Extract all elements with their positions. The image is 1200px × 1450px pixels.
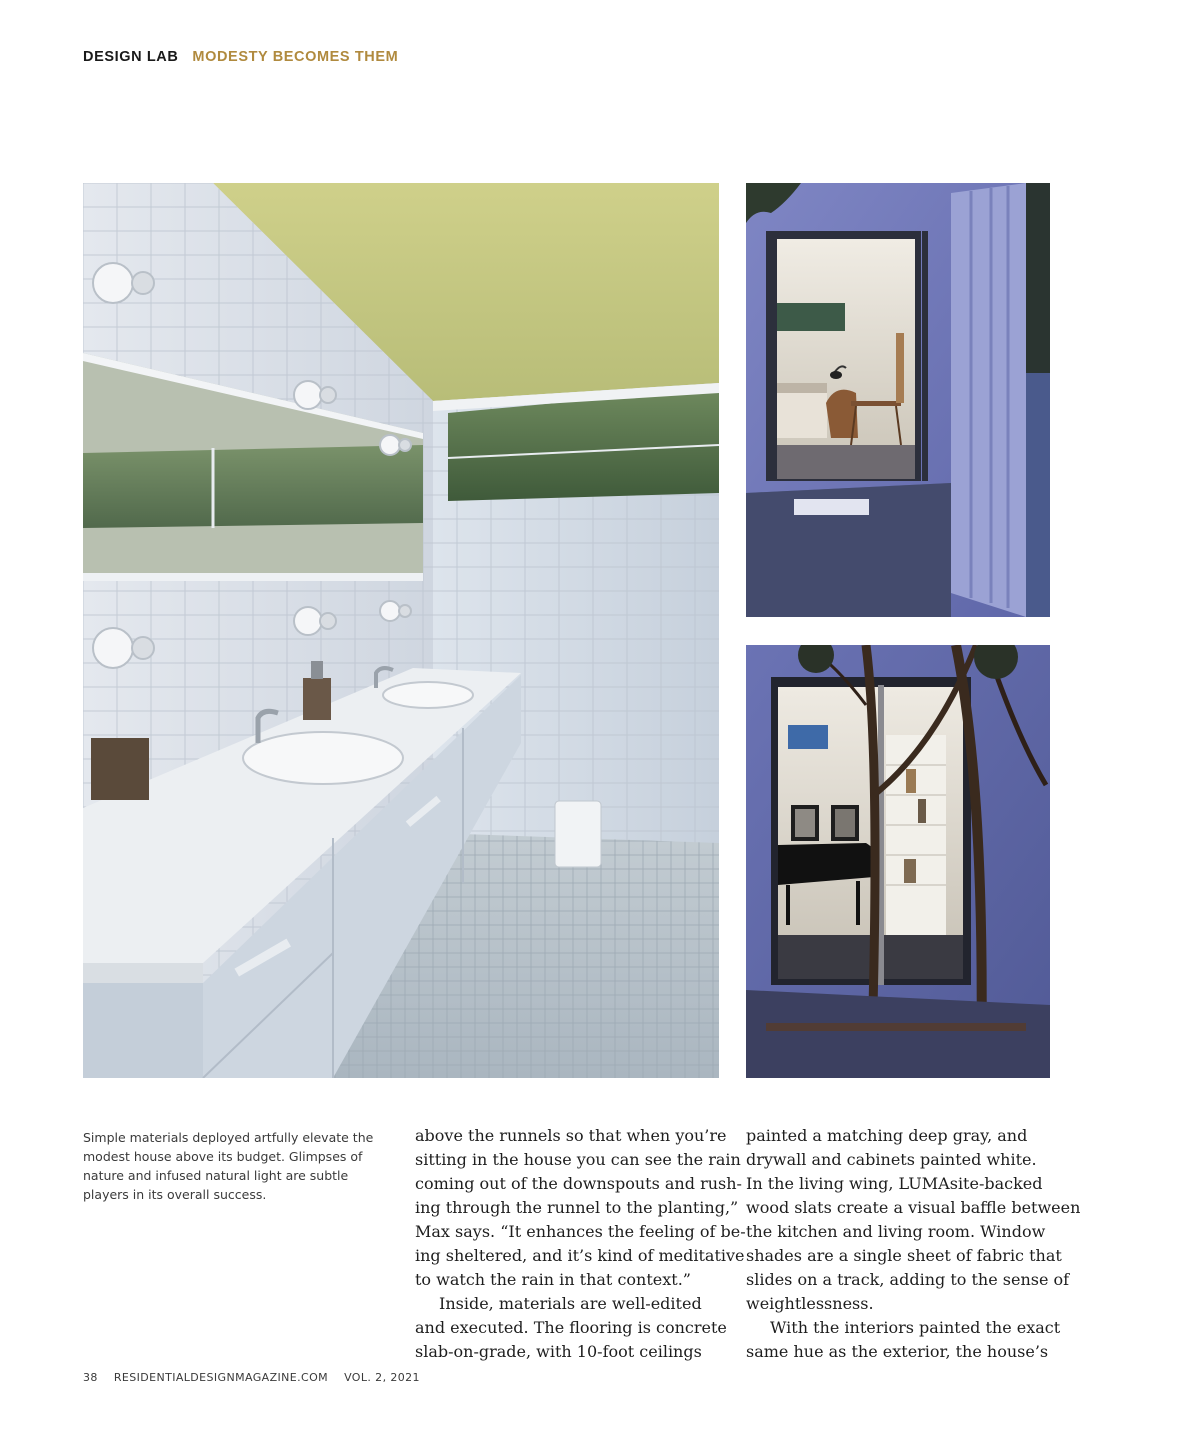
body-line: to watch the rain in that context.” [415, 1270, 691, 1289]
body-line: weightlessness. [746, 1294, 874, 1313]
body-line: shades are a single sheet of fabric that [746, 1246, 1062, 1265]
photo-caption: Simple materials deployed artfully elevate the modest house above its budget. Glimpses of nature and infused natural light are subtle players in its overall success. [83, 1130, 374, 1202]
body-line: In the living wing, LUMAsite-backed [746, 1174, 1043, 1193]
bedroom-doorway-photo [746, 183, 1050, 617]
body-line: above the runnels so that when you’re [415, 1126, 727, 1145]
body-line: wood slats create a visual baffle between [746, 1198, 1081, 1217]
body-column-1 [415, 1124, 746, 1364]
body-line: sitting in the house you can see the rain [415, 1150, 741, 1169]
body-line: slab-on-grade, with 10-foot ceilings [415, 1342, 702, 1361]
body-line: With the interiors painted the exact [770, 1318, 1061, 1337]
page-number: 38 [83, 1371, 98, 1384]
body-line: Max says. “It enhances the feeling of be- [415, 1222, 746, 1241]
body-line: Inside, materials are well-edited [439, 1294, 702, 1313]
body-line: ing through the runnel to the planting,” [415, 1198, 739, 1217]
section-label: DESIGN LAB [83, 49, 179, 65]
body-column-2 [746, 1124, 1081, 1364]
body-line: slides on a track, adding to the sense of [746, 1270, 1070, 1289]
page-footer [83, 1371, 436, 1384]
body-line: and executed. The flooring is concrete [415, 1318, 727, 1337]
running-header [83, 49, 398, 65]
body-line: the kitchen and living room. Window [746, 1222, 1046, 1241]
story-title: MODESTY BECOMES THEM [192, 49, 399, 65]
body-line: painted a matching deep gray, and [746, 1126, 1028, 1145]
magazine-website: RESIDENTIALDESIGNMAGAZINE.COM [113, 1371, 329, 1384]
body-line: same hue as the exterior, the house’s [746, 1342, 1049, 1361]
body-line: ing sheltered, and it’s kind of meditative [415, 1246, 745, 1265]
bathroom-vanity-photo [83, 183, 719, 1078]
piano-room-doorway-photo [746, 645, 1050, 1078]
issue-label: VOL. 2, 2021 [344, 1371, 420, 1384]
body-line: coming out of the downspouts and rush- [415, 1174, 742, 1193]
body-line: drywall and cabinets painted white. [746, 1150, 1037, 1169]
